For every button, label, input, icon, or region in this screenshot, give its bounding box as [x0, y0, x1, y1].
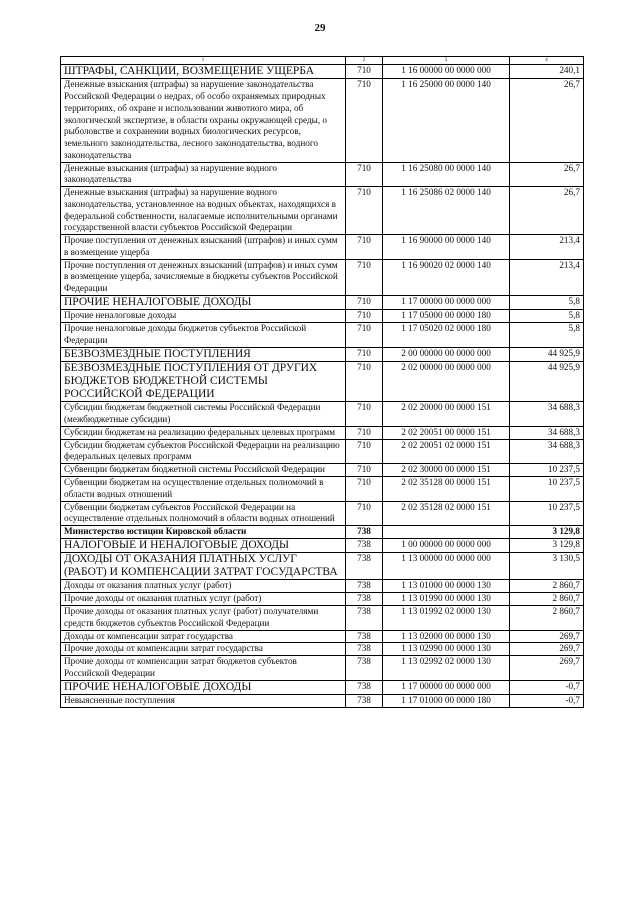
admin-code-cell: 710 [346, 322, 383, 347]
revenue-name-cell: Невыясненные поступления [61, 694, 346, 707]
revenue-name-cell: Субсидии бюджетам на реализацию федеральных целевых программ [61, 426, 346, 439]
budget-code-cell: 2 00 00000 00 0000 000 [383, 347, 510, 361]
amount-cell: 269,7 [510, 656, 584, 681]
table-row [61, 606, 584, 631]
amount-cell: 213,4 [510, 235, 584, 260]
budget-code-cell: 2 02 35128 00 0000 151 [383, 476, 510, 501]
admin-code-cell: 710 [346, 402, 383, 427]
revenue-name-cell: Министерство юстиции Кировской области [61, 526, 346, 539]
amount-cell: -0,7 [510, 680, 584, 694]
admin-code-cell: 738 [346, 553, 383, 580]
amount-cell: 26,7 [510, 187, 584, 235]
revenue-name-cell: ДОХОДЫ ОТ ОКАЗАНИЯ ПЛАТНЫХ УСЛУГ (РАБОТ) И КОМПЕНСАЦИИ ЗАТРАТ ГОСУДАРСТВА [61, 553, 346, 580]
table-row [61, 187, 584, 235]
admin-code-cell: 710 [346, 79, 383, 162]
table-row [61, 694, 584, 707]
table-row [61, 361, 584, 402]
revenue-name-cell: Прочие доходы от оказания платных услуг (работ) [61, 593, 346, 606]
budget-code-cell [383, 526, 510, 539]
table-row [61, 476, 584, 501]
admin-code-cell: 738 [346, 656, 383, 681]
revenue-name-cell: ШТРАФЫ, САНКЦИИ, ВОЗМЕЩЕНИЕ УЩЕРБА [61, 65, 346, 79]
revenue-name-cell: Денежные взыскания (штрафы) за нарушение водного законодательства, установленное на водных объектах, находящихся в федеральной собственности, налагаемые исполнительными органами государственной власти субъектов Российской Федерации [61, 187, 346, 235]
revenue-name-cell: Денежные взыскания (штрафы) за нарушение законодательства Российской Федерации о недрах, об особо охраняемых природных территориях, об охране и использовании животного мира, об экологической экспертизе, в области охраны окружающей среды, о рыболовстве и сохранении водных биологических ресурсов, земельного законодательства, лесного законодательства, водного законодательства [61, 79, 346, 162]
admin-code-cell: 710 [346, 310, 383, 323]
amount-cell: -0,7 [510, 694, 584, 707]
budget-code-cell: 2 02 20051 00 0000 151 [383, 426, 510, 439]
admin-code-cell: 738 [346, 630, 383, 643]
table-row [61, 643, 584, 656]
admin-code-cell: 738 [346, 680, 383, 694]
amount-cell: 10 237,5 [510, 476, 584, 501]
revenue-name-cell: Субвенции бюджетам на осуществление отдельных полномочий в области водных отношений [61, 476, 346, 501]
column-number-row [61, 57, 584, 65]
admin-code-cell: 710 [346, 296, 383, 310]
amount-cell: 3 129,8 [510, 538, 584, 552]
amount-cell: 5,8 [510, 296, 584, 310]
admin-code-cell: 710 [346, 464, 383, 477]
budget-code-cell: 2 02 30000 00 0000 151 [383, 464, 510, 477]
revenue-name-cell: ПРОЧИЕ НЕНАЛОГОВЫЕ ДОХОДЫ [61, 296, 346, 310]
admin-code-cell: 710 [346, 259, 383, 295]
budget-code-cell: 1 16 90020 02 0000 140 [383, 259, 510, 295]
amount-cell: 10 237,5 [510, 464, 584, 477]
admin-code-cell: 738 [346, 593, 383, 606]
admin-code-cell: 710 [346, 162, 383, 187]
amount-cell: 2 860,7 [510, 606, 584, 631]
table-body [61, 57, 584, 708]
amount-cell: 269,7 [510, 643, 584, 656]
amount-cell: 3 129,8 [510, 526, 584, 539]
admin-code-cell: 738 [346, 694, 383, 707]
budget-code-cell: 1 17 01000 00 0000 180 [383, 694, 510, 707]
admin-code-cell: 710 [346, 426, 383, 439]
amount-cell: 34 688,3 [510, 439, 584, 464]
revenue-name-cell: Доходы от оказания платных услуг (работ) [61, 580, 346, 593]
amount-cell: 269,7 [510, 630, 584, 643]
budget-code-cell: 1 16 90000 00 0000 140 [383, 235, 510, 260]
admin-code-cell: 710 [346, 347, 383, 361]
table-row [61, 680, 584, 694]
table-row [61, 580, 584, 593]
amount-cell: 26,7 [510, 162, 584, 187]
table-row [61, 79, 584, 162]
admin-code-cell: 710 [346, 501, 383, 526]
budget-code-cell: 1 17 00000 00 0000 000 [383, 296, 510, 310]
table-row [61, 526, 584, 539]
table-row [61, 402, 584, 427]
revenue-name-cell: Субвенции бюджетам субъектов Российской Федерации на осуществление отдельных полномочий в области водных отношений [61, 501, 346, 526]
budget-code-cell: 1 16 25000 00 0000 140 [383, 79, 510, 162]
amount-cell: 2 860,7 [510, 580, 584, 593]
budget-code-cell: 2 02 20000 00 0000 151 [383, 402, 510, 427]
revenue-name-cell: Субсидии бюджетам субъектов Российской Федерации на реализацию федеральных целевых программ [61, 439, 346, 464]
budget-code-cell: 1 13 01992 02 0000 130 [383, 606, 510, 631]
table-row [61, 162, 584, 187]
admin-code-cell: 710 [346, 235, 383, 260]
admin-code-cell: 710 [346, 361, 383, 402]
budget-code-cell: 1 16 00000 00 0000 000 [383, 65, 510, 79]
admin-code-cell: 738 [346, 538, 383, 552]
revenue-name-cell: Прочие доходы от оказания платных услуг (работ) получателями средств бюджетов субъектов Российской Федерации [61, 606, 346, 631]
revenue-name-cell: НАЛОГОВЫЕ И НЕНАЛОГОВЫЕ ДОХОДЫ [61, 538, 346, 552]
admin-code-cell: 710 [346, 476, 383, 501]
budget-code-cell: 2 02 20051 02 0000 151 [383, 439, 510, 464]
column-number: 4 [510, 57, 584, 65]
admin-code-cell: 738 [346, 526, 383, 539]
budget-code-cell: 1 13 02992 02 0000 130 [383, 656, 510, 681]
table-row [61, 464, 584, 477]
budget-code-cell: 1 13 00000 00 0000 000 [383, 553, 510, 580]
revenue-name-cell: Прочие доходы от компенсации затрат бюджетов субъектов Российской Федерации [61, 656, 346, 681]
amount-cell: 34 688,3 [510, 402, 584, 427]
table-row [61, 439, 584, 464]
admin-code-cell: 738 [346, 606, 383, 631]
column-number: 2 [346, 57, 383, 65]
revenue-name-cell: Прочие доходы от компенсации затрат государства [61, 643, 346, 656]
table-row [61, 296, 584, 310]
amount-cell: 34 688,3 [510, 426, 584, 439]
budget-code-cell: 1 13 01000 00 0000 130 [383, 580, 510, 593]
table-row [61, 426, 584, 439]
column-number: 3 [383, 57, 510, 65]
budget-revenue-table [60, 56, 584, 708]
revenue-name-cell: Прочие поступления от денежных взысканий (штрафов) и иных сумм в возмещение ущерба, зачисляемые в бюджеты субъектов Российской Федерации [61, 259, 346, 295]
revenue-name-cell: Прочие неналоговые доходы бюджетов субъектов Российской Федерации [61, 322, 346, 347]
revenue-name-cell: Субсидии бюджетам бюджетной системы Российской Федерации (межбюджетные субсидии) [61, 402, 346, 427]
table-row [61, 65, 584, 79]
amount-cell: 240,1 [510, 65, 584, 79]
revenue-name-cell: Прочие поступления от денежных взысканий (штрафов) и иных сумм в возмещение ущерба [61, 235, 346, 260]
amount-cell: 5,8 [510, 322, 584, 347]
budget-code-cell: 2 02 00000 00 0000 000 [383, 361, 510, 402]
table-row [61, 322, 584, 347]
admin-code-cell: 710 [346, 187, 383, 235]
table-row [61, 630, 584, 643]
amount-cell: 3 130,5 [510, 553, 584, 580]
budget-code-cell: 1 13 02000 00 0000 130 [383, 630, 510, 643]
table-row [61, 538, 584, 552]
amount-cell: 5,8 [510, 310, 584, 323]
admin-code-cell: 738 [346, 643, 383, 656]
revenue-name-cell: Доходы от компенсации затрат государства [61, 630, 346, 643]
budget-code-cell: 1 17 05000 00 0000 180 [383, 310, 510, 323]
table-row [61, 347, 584, 361]
amount-cell: 44 925,9 [510, 361, 584, 402]
table-row [61, 593, 584, 606]
revenue-name-cell: ПРОЧИЕ НЕНАЛОГОВЫЕ ДОХОДЫ [61, 680, 346, 694]
table-row [61, 501, 584, 526]
column-number: 1 [61, 57, 346, 65]
budget-code-cell: 1 17 00000 00 0000 000 [383, 680, 510, 694]
amount-cell: 2 860,7 [510, 593, 584, 606]
page-number: 29 [314, 22, 326, 34]
admin-code-cell: 710 [346, 65, 383, 79]
revenue-name-cell: БЕЗВОЗМЕЗДНЫЕ ПОСТУПЛЕНИЯ ОТ ДРУГИХ БЮДЖЕТОВ БЮДЖЕТНОЙ СИСТЕМЫ РОССИЙСКОЙ ФЕДЕРАЦИИ [61, 361, 346, 402]
table-row [61, 259, 584, 295]
table-row [61, 656, 584, 681]
revenue-name-cell: Денежные взыскания (штрафы) за нарушение водного законодательства [61, 162, 346, 187]
budget-code-cell: 1 17 05020 02 0000 180 [383, 322, 510, 347]
revenue-name-cell: БЕЗВОЗМЕЗДНЫЕ ПОСТУПЛЕНИЯ [61, 347, 346, 361]
amount-cell: 213,4 [510, 259, 584, 295]
amount-cell: 26,7 [510, 79, 584, 162]
budget-code-cell: 1 13 02990 00 0000 130 [383, 643, 510, 656]
budget-code-cell: 1 00 00000 00 0000 000 [383, 538, 510, 552]
budget-code-cell: 1 13 01990 00 0000 130 [383, 593, 510, 606]
revenue-name-cell: Прочие неналоговые доходы [61, 310, 346, 323]
budget-code-cell: 2 02 35128 02 0000 151 [383, 501, 510, 526]
amount-cell: 10 237,5 [510, 501, 584, 526]
budget-code-cell: 1 16 25080 00 0000 140 [383, 162, 510, 187]
table-row [61, 235, 584, 260]
table-row [61, 553, 584, 580]
budget-code-cell: 1 16 25086 02 0000 140 [383, 187, 510, 235]
admin-code-cell: 710 [346, 439, 383, 464]
table-row [61, 310, 584, 323]
revenue-name-cell: Субвенции бюджетам бюджетной системы Российской Федерации [61, 464, 346, 477]
admin-code-cell: 738 [346, 580, 383, 593]
amount-cell: 44 925,9 [510, 347, 584, 361]
